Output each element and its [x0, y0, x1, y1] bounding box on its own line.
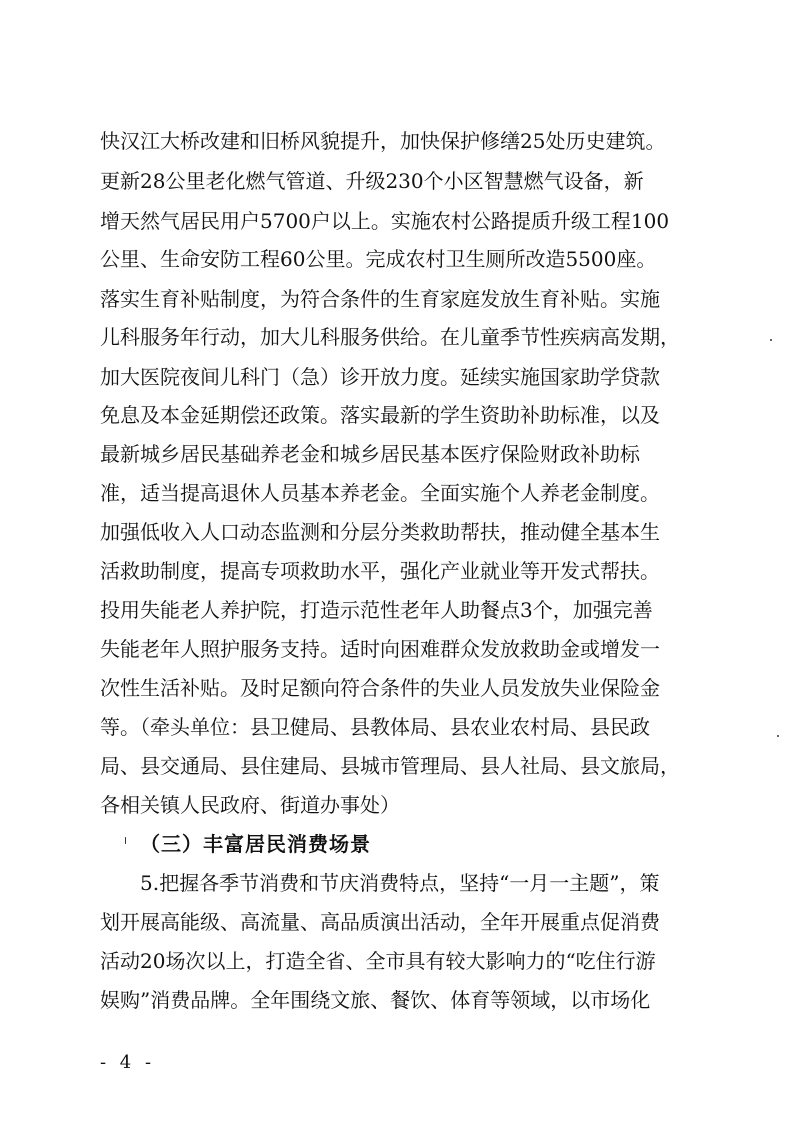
- paragraph-line: 活动20场次以上，打造全省、全市具有较大影响力的“吃住行游: [100, 949, 656, 973]
- body-text-line: 快汉江大桥改建和旧桥风貌提升，加快保护修缮25处历史建筑。: [100, 129, 666, 153]
- body-text-line: 局、县交通局、县住建局、县城市管理局、县人社局、县文旅局，: [100, 754, 680, 778]
- body-text-line: 最新城乡居民基础养老金和城乡居民基本医疗保险财政补助标: [100, 442, 640, 466]
- body-text-line: 落实生育补贴制度，为符合条件的生育家庭发放生育补贴。实施: [100, 287, 660, 311]
- body-text-line: 准，适当提高退休人员基本养老金。全面实施个人养老金制度。: [100, 481, 660, 505]
- body-text-line: 各相关镇人民政府、街道办事处）: [100, 793, 400, 817]
- body-text-line: 活救助制度，提高专项救助水平，强化产业就业等开发式帮扶。: [100, 559, 660, 583]
- body-text-line: 等。（牵头单位：县卫健局、县教体局、县农业农村局、县民政: [100, 715, 650, 739]
- body-text-line: 次性生活补贴。及时足额向符合条件的失业人员发放失业保险金: [100, 676, 660, 700]
- paragraph-line: 5.把握各季节消费和节庆消费特点，坚持“一月一主题”，策: [140, 871, 660, 895]
- body-text-line: 更新28公里老化燃气管道、升级230个小区智慧燃气设备，新: [100, 169, 644, 193]
- body-text-line: 免息及本金延期偿还政策。落实最新的学生资助补助标准，以及: [100, 403, 660, 427]
- scan-speck: [777, 735, 779, 737]
- body-text-line: 儿科服务年行动，加大儿科服务供给。在儿童季节性疾病高发期，: [100, 325, 680, 349]
- body-text-line: 失能老年人照护服务支持。适时向困难群众发放救助金或增发一: [100, 637, 660, 661]
- body-text-line: 投用失能老人养护院，打造示范性老年人助餐点3个，加强完善: [100, 598, 653, 622]
- page-number: - 4 -: [100, 1052, 156, 1073]
- body-text-line: 加大医院夜间儿科门（急）诊开放力度。延续实施国家助学贷款: [100, 365, 660, 389]
- body-text-line: 公里、生命安防工程60公里。完成农村卫生厕所改造5500座。: [100, 247, 657, 271]
- paragraph-line: 娱购”消费品牌。全年围绕文旅、餐饮、体育等领域，以市场化: [100, 988, 651, 1012]
- body-text-line: 加强低收入人口动态监测和分层分类救助帮扶，推动健全基本生: [100, 520, 660, 544]
- body-text-line: 增天然气居民用户5700户以上。实施农村公路提质升级工程100: [100, 209, 670, 233]
- scan-speck: [770, 339, 772, 341]
- scan-speck: [125, 837, 126, 844]
- section-heading: （三）丰富居民消费场景: [140, 832, 371, 856]
- paragraph-line: 划开展高能级、高流量、高品质演出活动，全年开展重点促消费: [100, 910, 660, 934]
